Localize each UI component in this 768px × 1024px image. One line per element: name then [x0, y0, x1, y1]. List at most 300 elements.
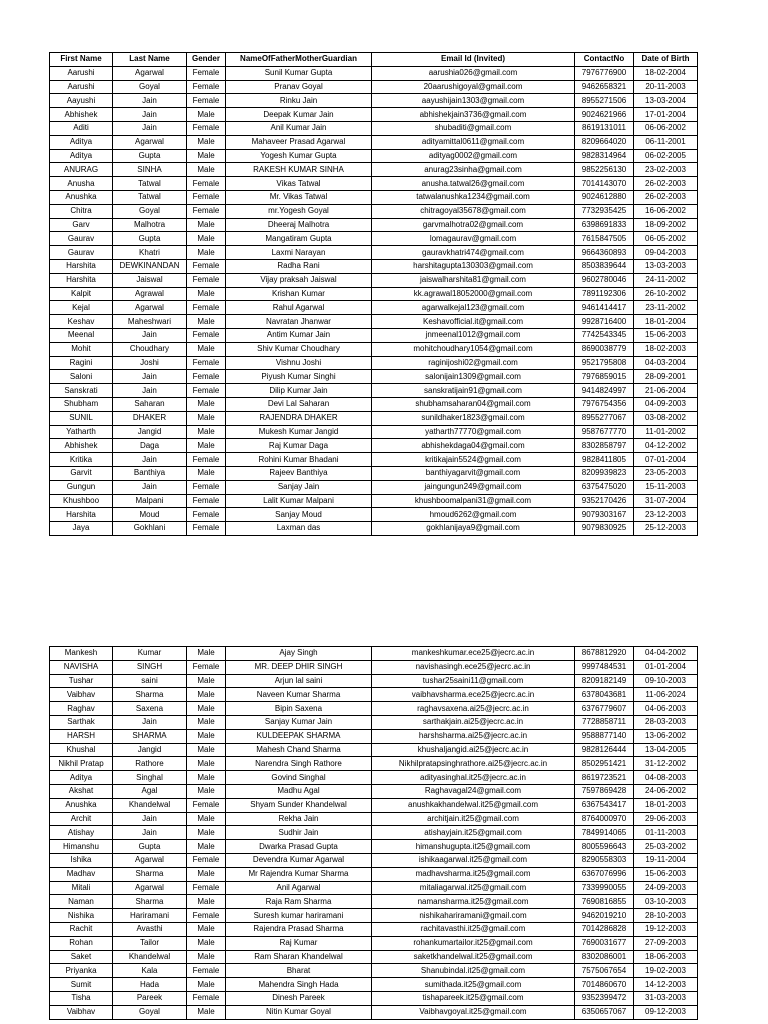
date-of-birth-cell: 31-03-2003: [634, 991, 698, 1005]
date-of-birth-cell: 03-08-2002: [634, 411, 698, 425]
contact-no-cell: 6376779607: [575, 702, 634, 716]
email-cell: nishikahariramani@gmail.com: [372, 909, 575, 923]
date-of-birth-cell: 26-02-2003: [634, 190, 698, 204]
guardian-name-cell: Rekha Jain: [226, 812, 372, 826]
contact-no-cell: 9602780046: [575, 273, 634, 287]
gender-cell: Male: [187, 425, 226, 439]
guardian-name-cell: Devendra Kumar Agarwal: [226, 853, 372, 867]
gender-cell: Female: [187, 356, 226, 370]
table-row: [50, 439, 698, 453]
contact-no-cell: 6378043681: [575, 688, 634, 702]
table-row: [50, 80, 698, 94]
gender-cell: Male: [187, 950, 226, 964]
last-name-cell: Maheshwari: [113, 315, 187, 329]
gender-cell: Female: [187, 453, 226, 467]
email-cell: Keshavofficial.it@gmail.com: [372, 315, 575, 329]
date-of-birth-cell: 03-10-2003: [634, 895, 698, 909]
first-name-cell: Naman: [50, 895, 113, 909]
contact-no-cell: 9852256130: [575, 163, 634, 177]
last-name-cell: Jangid: [113, 743, 187, 757]
email-cell: namansharma.it25@gmail.com: [372, 895, 575, 909]
date-of-birth-cell: 23-02-2003: [634, 163, 698, 177]
gender-cell: Male: [187, 246, 226, 260]
table-row: [50, 246, 698, 260]
first-name-cell: Harshita: [50, 259, 113, 273]
guardian-name-cell: RAKESH KUMAR SINHA: [226, 163, 372, 177]
email-cell: Raghavagal24@gmail.com: [372, 784, 575, 798]
guardian-name-cell: Dwarka Prasad Gupta: [226, 840, 372, 854]
email-cell: rachitavasthi.it25@gmail.com: [372, 922, 575, 936]
guardian-name-cell: Shiv Kumar Choudhary: [226, 342, 372, 356]
table-row: [50, 840, 698, 854]
date-of-birth-cell: 23-11-2002: [634, 301, 698, 315]
gender-cell: Male: [187, 218, 226, 232]
email-cell: anusha.tatwal26@gmail.com: [372, 177, 575, 191]
table-row: [50, 232, 698, 246]
last-name-cell: Agarwal: [113, 301, 187, 315]
gender-cell: Male: [187, 922, 226, 936]
email-cell: tatwalanushka1234@gmail.com: [372, 190, 575, 204]
date-of-birth-cell: 25-12-2003: [634, 522, 698, 536]
gender-cell: Male: [187, 135, 226, 149]
email-cell: atishayjain.it25@gmail.com: [372, 826, 575, 840]
first-name-cell: Anushka: [50, 190, 113, 204]
table-row: [50, 370, 698, 384]
guardian-name-cell: Bharat: [226, 964, 372, 978]
header-last-name: Last Name: [113, 53, 187, 67]
guardian-name-cell: Anil Agarwal: [226, 881, 372, 895]
email-cell: tishapareek.it25@gmail.com: [372, 991, 575, 1005]
guardian-name-cell: Mangatiram Gupta: [226, 232, 372, 246]
email-cell: rohankumartailor.it25@gmail.com: [372, 936, 575, 950]
email-cell: hmoud6262@gmail.com: [372, 508, 575, 522]
gender-cell: Female: [187, 204, 226, 218]
table-row: [50, 494, 698, 508]
table-row: [50, 522, 698, 536]
first-name-cell: Garv: [50, 218, 113, 232]
email-cell: mohitchoudhary1054@gmail.com: [372, 342, 575, 356]
date-of-birth-cell: 25-03-2002: [634, 840, 698, 854]
guardian-name-cell: Dheeraj Malhotra: [226, 218, 372, 232]
contact-no-cell: 8678812920: [575, 647, 634, 661]
email-cell: jaingungun249@gmail.com: [372, 480, 575, 494]
email-cell: ishikaagarwal.it25@gmail.com: [372, 853, 575, 867]
table-row: [50, 356, 698, 370]
first-name-cell: NAVISHA: [50, 660, 113, 674]
first-name-cell: Himanshu: [50, 840, 113, 854]
email-cell: madhavsharma.it25@gmail.com: [372, 867, 575, 881]
last-name-cell: Tatwal: [113, 190, 187, 204]
guardian-name-cell: Raj Kumar: [226, 936, 372, 950]
contact-no-cell: 7690816855: [575, 895, 634, 909]
header-first-name: First Name: [50, 53, 113, 67]
gender-cell: Male: [187, 149, 226, 163]
table-row: [50, 425, 698, 439]
first-name-cell: Mankesh: [50, 647, 113, 661]
last-name-cell: Jaiswal: [113, 273, 187, 287]
first-name-cell: Harshita: [50, 273, 113, 287]
last-name-cell: Khandelwal: [113, 798, 187, 812]
gender-cell: Male: [187, 411, 226, 425]
contact-no-cell: 9461414417: [575, 301, 634, 315]
gender-cell: Male: [187, 702, 226, 716]
first-name-cell: Ishika: [50, 853, 113, 867]
date-of-birth-cell: 04-08-2003: [634, 771, 698, 785]
table-row: [50, 909, 698, 923]
guardian-name-cell: Mukesh Kumar Jangid: [226, 425, 372, 439]
contact-no-cell: 8209664020: [575, 135, 634, 149]
gender-cell: Male: [187, 397, 226, 411]
date-of-birth-cell: 06-05-2002: [634, 232, 698, 246]
guardian-name-cell: MR. DEEP DHIR SINGH: [226, 660, 372, 674]
last-name-cell: Moud: [113, 508, 187, 522]
guardian-name-cell: Sudhir Jain: [226, 826, 372, 840]
first-name-cell: Tisha: [50, 991, 113, 1005]
contact-no-cell: 9079830925: [575, 522, 634, 536]
last-name-cell: Goyal: [113, 204, 187, 218]
guardian-name-cell: Navratan Jhanwar: [226, 315, 372, 329]
first-name-cell: Aayushi: [50, 94, 113, 108]
table-row: [50, 1005, 698, 1019]
contact-no-cell: 7742543345: [575, 328, 634, 342]
last-name-cell: Sharma: [113, 867, 187, 881]
last-name-cell: Agarwal: [113, 881, 187, 895]
date-of-birth-cell: 18-06-2003: [634, 950, 698, 964]
student-table-2: [49, 646, 698, 1020]
table-row: [50, 453, 698, 467]
table-row: [50, 121, 698, 135]
guardian-name-cell: mr.Yogesh Goyal: [226, 204, 372, 218]
date-of-birth-cell: 06-02-2005: [634, 149, 698, 163]
guardian-name-cell: Vikas Tatwal: [226, 177, 372, 191]
contact-no-cell: 7597869428: [575, 784, 634, 798]
gender-cell: Female: [187, 480, 226, 494]
email-cell: kritikajain5524@gmail.com: [372, 453, 575, 467]
contact-no-cell: 9414824997: [575, 384, 634, 398]
date-of-birth-cell: 04-09-2003: [634, 397, 698, 411]
contact-no-cell: 8619131011: [575, 121, 634, 135]
email-cell: vaibhavsharma.ece25@jecrc.ac.in: [372, 688, 575, 702]
first-name-cell: Priyanka: [50, 964, 113, 978]
last-name-cell: Saharan: [113, 397, 187, 411]
contact-no-cell: 8619723521: [575, 771, 634, 785]
table-row: [50, 190, 698, 204]
last-name-cell: Tatwal: [113, 177, 187, 191]
gender-cell: Male: [187, 895, 226, 909]
email-cell: adityamittal0611@gmail.com: [372, 135, 575, 149]
contact-no-cell: 8302086001: [575, 950, 634, 964]
gender-cell: Female: [187, 508, 226, 522]
guardian-name-cell: Rahul Agarwal: [226, 301, 372, 315]
contact-no-cell: 8955271506: [575, 94, 634, 108]
guardian-name-cell: Sanjay Kumar Jain: [226, 715, 372, 729]
email-cell: anurag23sinha@gmail.com: [372, 163, 575, 177]
last-name-cell: Jain: [113, 812, 187, 826]
email-cell: sarthakjain.ai25@jecrc.ac.in: [372, 715, 575, 729]
table-row: [50, 853, 698, 867]
email-cell: aarushia026@gmail.com: [372, 66, 575, 80]
table-row: [50, 729, 698, 743]
gender-cell: Male: [187, 163, 226, 177]
date-of-birth-cell: 20-11-2003: [634, 80, 698, 94]
guardian-name-cell: Vijay praksah Jaiswal: [226, 273, 372, 287]
gender-cell: Female: [187, 384, 226, 398]
first-name-cell: Saket: [50, 950, 113, 964]
last-name-cell: Tailor: [113, 936, 187, 950]
first-name-cell: Sumit: [50, 978, 113, 992]
email-cell: adityag0002@gmail.com: [372, 149, 575, 163]
table-row: [50, 647, 698, 661]
first-name-cell: Abhishek: [50, 108, 113, 122]
contact-no-cell: 8302858797: [575, 439, 634, 453]
first-name-cell: ANURAG: [50, 163, 113, 177]
date-of-birth-cell: 04-03-2004: [634, 356, 698, 370]
table-row: [50, 881, 698, 895]
contact-no-cell: 7891192306: [575, 287, 634, 301]
first-name-cell: Gaurav: [50, 246, 113, 260]
last-name-cell: Agal: [113, 784, 187, 798]
table-row: [50, 66, 698, 80]
guardian-name-cell: Mahaveer Prasad Agarwal: [226, 135, 372, 149]
first-name-cell: Kalpit: [50, 287, 113, 301]
last-name-cell: Agarwal: [113, 853, 187, 867]
first-name-cell: Yatharth: [50, 425, 113, 439]
first-name-cell: Khushboo: [50, 494, 113, 508]
last-name-cell: Hada: [113, 978, 187, 992]
gender-cell: Female: [187, 909, 226, 923]
guardian-name-cell: Govind Singhal: [226, 771, 372, 785]
email-cell: garvmalhotra02@gmail.com: [372, 218, 575, 232]
first-name-cell: Saloni: [50, 370, 113, 384]
date-of-birth-cell: 11-01-2002: [634, 425, 698, 439]
date-of-birth-cell: 19-11-2004: [634, 853, 698, 867]
contact-no-cell: 8955277067: [575, 411, 634, 425]
gender-cell: Female: [187, 66, 226, 80]
gender-cell: Male: [187, 232, 226, 246]
date-of-birth-cell: 09-10-2003: [634, 674, 698, 688]
last-name-cell: Khandelwal: [113, 950, 187, 964]
guardian-name-cell: Narendra Singh Rathore: [226, 757, 372, 771]
gender-cell: Male: [187, 784, 226, 798]
email-cell: 20aarushigoyal@gmail.com: [372, 80, 575, 94]
first-name-cell: Ragini: [50, 356, 113, 370]
date-of-birth-cell: 26-02-2003: [634, 177, 698, 191]
guardian-name-cell: RAJENDRA DHAKER: [226, 411, 372, 425]
last-name-cell: Agarwal: [113, 66, 187, 80]
contact-no-cell: 7014860670: [575, 978, 634, 992]
contact-no-cell: 9928716400: [575, 315, 634, 329]
date-of-birth-cell: 19-12-2003: [634, 922, 698, 936]
contact-no-cell: 6398691833: [575, 218, 634, 232]
email-cell: gauravkhatri474@gmail.com: [372, 246, 575, 260]
gender-cell: Male: [187, 466, 226, 480]
table-row: [50, 715, 698, 729]
guardian-name-cell: Yogesh Kumar Gupta: [226, 149, 372, 163]
last-name-cell: Khatri: [113, 246, 187, 260]
table-row: [50, 342, 698, 356]
gender-cell: Female: [187, 301, 226, 315]
email-cell: jnmeenal1012@gmail.com: [372, 328, 575, 342]
table-row: [50, 411, 698, 425]
contact-no-cell: 7339990055: [575, 881, 634, 895]
email-cell: harshsharma.ai25@jecrc.ac.in: [372, 729, 575, 743]
first-name-cell: Aditya: [50, 771, 113, 785]
table-row: [50, 743, 698, 757]
gender-cell: Male: [187, 936, 226, 950]
date-of-birth-cell: 18-01-2004: [634, 315, 698, 329]
gender-cell: Male: [187, 715, 226, 729]
contact-no-cell: 7014286828: [575, 922, 634, 936]
last-name-cell: DEWKINANDAN: [113, 259, 187, 273]
gender-cell: Female: [187, 522, 226, 536]
date-of-birth-cell: 24-06-2002: [634, 784, 698, 798]
guardian-name-cell: Sanjay Moud: [226, 508, 372, 522]
last-name-cell: Jain: [113, 826, 187, 840]
contact-no-cell: 8209939823: [575, 466, 634, 480]
table-row: [50, 895, 698, 909]
first-name-cell: Akshat: [50, 784, 113, 798]
date-of-birth-cell: 18-02-2004: [634, 66, 698, 80]
email-cell: navishasingh.ece25@jecrc.ac.in: [372, 660, 575, 674]
last-name-cell: Hariramani: [113, 909, 187, 923]
header-gender: Gender: [187, 53, 226, 67]
gender-cell: Male: [187, 439, 226, 453]
last-name-cell: Sharma: [113, 895, 187, 909]
email-cell: Shanubindal.it25@gmail.com: [372, 964, 575, 978]
contact-no-cell: 9997484531: [575, 660, 634, 674]
contact-no-cell: 7575067654: [575, 964, 634, 978]
first-name-cell: Rohan: [50, 936, 113, 950]
contact-no-cell: 9024621966: [575, 108, 634, 122]
date-of-birth-cell: 31-12-2002: [634, 757, 698, 771]
gender-cell: Female: [187, 964, 226, 978]
last-name-cell: Jain: [113, 121, 187, 135]
first-name-cell: Raghav: [50, 702, 113, 716]
contact-no-cell: 9352399472: [575, 991, 634, 1005]
guardian-name-cell: Deepak Kumar Jain: [226, 108, 372, 122]
date-of-birth-cell: 18-02-2003: [634, 342, 698, 356]
first-name-cell: Shubham: [50, 397, 113, 411]
last-name-cell: Joshi: [113, 356, 187, 370]
email-cell: kk.agrawal18052000@gmail.com: [372, 287, 575, 301]
first-name-cell: HARSH: [50, 729, 113, 743]
gender-cell: Female: [187, 881, 226, 895]
first-name-cell: Meenal: [50, 328, 113, 342]
contact-no-cell: 9352170426: [575, 494, 634, 508]
table-body-2: [50, 647, 698, 1020]
last-name-cell: saini: [113, 674, 187, 688]
contact-no-cell: 9828126444: [575, 743, 634, 757]
contact-no-cell: 8290558303: [575, 853, 634, 867]
contact-no-cell: 7976859015: [575, 370, 634, 384]
table-row: [50, 784, 698, 798]
guardian-name-cell: Ram Sharan Khandelwal: [226, 950, 372, 964]
date-of-birth-cell: 21-06-2004: [634, 384, 698, 398]
table-row: [50, 163, 698, 177]
last-name-cell: Gupta: [113, 232, 187, 246]
table-row: [50, 702, 698, 716]
guardian-name-cell: Anil Kumar Jain: [226, 121, 372, 135]
gender-cell: Female: [187, 80, 226, 94]
date-of-birth-cell: 06-06-2002: [634, 121, 698, 135]
date-of-birth-cell: 27-09-2003: [634, 936, 698, 950]
guardian-name-cell: Radha Rani: [226, 259, 372, 273]
first-name-cell: Garvit: [50, 466, 113, 480]
contact-no-cell: 9462019210: [575, 909, 634, 923]
last-name-cell: Kala: [113, 964, 187, 978]
first-name-cell: Aditya: [50, 149, 113, 163]
last-name-cell: Jangid: [113, 425, 187, 439]
table-row: [50, 798, 698, 812]
first-name-cell: Aditi: [50, 121, 113, 135]
date-of-birth-cell: 15-11-2003: [634, 480, 698, 494]
contact-no-cell: 8005596643: [575, 840, 634, 854]
contact-no-cell: 7728858711: [575, 715, 634, 729]
header-guardian-name: NameOfFatherMotherGuardian: [226, 53, 372, 67]
last-name-cell: Malhotra: [113, 218, 187, 232]
last-name-cell: Jain: [113, 94, 187, 108]
table-row: [50, 867, 698, 881]
first-name-cell: Mitali: [50, 881, 113, 895]
last-name-cell: SHARMA: [113, 729, 187, 743]
first-name-cell: Madhav: [50, 867, 113, 881]
date-of-birth-cell: 28-03-2003: [634, 715, 698, 729]
contact-no-cell: 6367076996: [575, 867, 634, 881]
first-name-cell: Jaya: [50, 522, 113, 536]
last-name-cell: Agrawal: [113, 287, 187, 301]
email-cell: jaiswalharshita81@gmail.com: [372, 273, 575, 287]
last-name-cell: Banthiya: [113, 466, 187, 480]
guardian-name-cell: Ajay Singh: [226, 647, 372, 661]
last-name-cell: Goyal: [113, 1005, 187, 1019]
date-of-birth-cell: 06-11-2001: [634, 135, 698, 149]
email-cell: abhishekjain3736@gmail.com: [372, 108, 575, 122]
date-of-birth-cell: 07-01-2004: [634, 453, 698, 467]
guardian-name-cell: Sunil Kumar Gupta: [226, 66, 372, 80]
contact-no-cell: 7849914065: [575, 826, 634, 840]
date-of-birth-cell: 28-09-2001: [634, 370, 698, 384]
gender-cell: Male: [187, 757, 226, 771]
first-name-cell: Kritika: [50, 453, 113, 467]
first-name-cell: Sarthak: [50, 715, 113, 729]
guardian-name-cell: Nitin Kumar Goyal: [226, 1005, 372, 1019]
email-cell: salonijain1309@gmail.com: [372, 370, 575, 384]
contact-no-cell: 8503839644: [575, 259, 634, 273]
table-row: [50, 149, 698, 163]
table-row: [50, 315, 698, 329]
last-name-cell: Jain: [113, 108, 187, 122]
last-name-cell: Daga: [113, 439, 187, 453]
email-cell: khushboomalpani31@gmail.com: [372, 494, 575, 508]
contact-no-cell: 9664360893: [575, 246, 634, 260]
contact-no-cell: 9079303167: [575, 508, 634, 522]
guardian-name-cell: Bipin Saxena: [226, 702, 372, 716]
email-cell: tushar25saini11@gmail.com: [372, 674, 575, 688]
guardian-name-cell: Suresh kumar hariramani: [226, 909, 372, 923]
table-row: [50, 936, 698, 950]
date-of-birth-cell: 19-02-2003: [634, 964, 698, 978]
email-cell: abhishekdaga04@gmail.com: [372, 439, 575, 453]
table-row: [50, 204, 698, 218]
table-row: [50, 108, 698, 122]
contact-no-cell: 6367543417: [575, 798, 634, 812]
contact-no-cell: 7690031677: [575, 936, 634, 950]
table-row: [50, 480, 698, 494]
guardian-name-cell: Mr Rajendra Kumar Sharma: [226, 867, 372, 881]
contact-no-cell: 9828411805: [575, 453, 634, 467]
email-cell: himanshugupta.it25@gmail.com: [372, 840, 575, 854]
first-name-cell: Anusha: [50, 177, 113, 191]
